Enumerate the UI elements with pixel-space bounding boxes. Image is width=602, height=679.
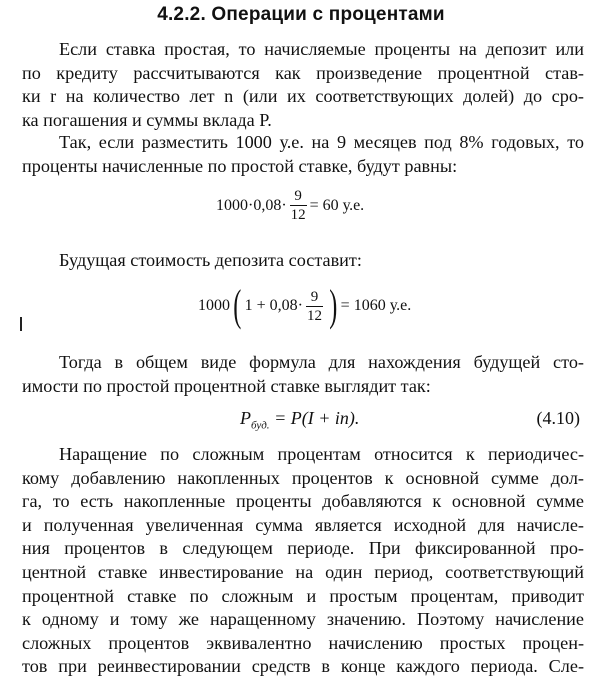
formula-right: = 60 у.е. — [309, 196, 365, 214]
paragraph-example — [22, 131, 584, 178]
text-line: имости по простой процентной ставке выглядит так: — [22, 375, 431, 396]
fraction-numerator: 9 — [294, 188, 302, 204]
text-line: по кредиту рассчитываются как произведение процентной став- — [22, 62, 584, 83]
text-line: ния процентов в следующем периоде. При фиксированной про- — [22, 538, 584, 559]
text-line: ки r на количество лет n (или их соответствующих долей) до сро- — [22, 86, 584, 107]
close-paren: ) — [329, 281, 338, 330]
text-line: центной ставке инвестирование на один период, соответствующий — [22, 561, 584, 582]
section-heading: 4.2.2. Операции с процентами — [157, 4, 445, 25]
text-line: Тогда в общем виде формула для нахождения будущей сто- — [59, 352, 584, 372]
paragraph-simple-rate — [22, 38, 584, 132]
text-line: тов при реинвестировании средств в конце каждого периода. Сле- — [22, 656, 584, 677]
fraction — [306, 289, 323, 324]
text-line: сложных процентов эквивалентно начислению простых процен- — [22, 632, 584, 653]
fraction-denominator: 12 — [290, 207, 306, 223]
equation-number: (4.10) — [536, 408, 580, 428]
fraction — [290, 188, 307, 223]
formula-future-value — [198, 281, 412, 330]
formula-rhs: = P(I + in). — [269, 408, 360, 428]
formula-left: 1000·0,08· — [216, 196, 287, 214]
text-line: к одному и тому же наращенному значению. Поэтому начисление — [22, 609, 584, 630]
text-line: проценты начисленные по простой ставке, будут равны: — [22, 155, 458, 176]
formula-inner: 1 + 0,08· — [244, 297, 304, 314]
text-line: процентной ставке по сложным и простым процентам, приводит — [22, 585, 584, 606]
formula-left: 1000 — [198, 297, 230, 314]
text-line: Если ставка простая, то начисляемые проценты на депозит или — [59, 39, 584, 59]
paragraph-future-value — [22, 249, 584, 273]
formula-interest — [216, 188, 364, 223]
text-line: и полученная увеличенная сумма является исходной для начисле- — [22, 514, 584, 535]
formula-general — [22, 408, 584, 432]
open-paren: ( — [233, 281, 242, 330]
fraction-denominator: 12 — [307, 307, 323, 324]
fraction-numerator: 9 — [310, 288, 319, 305]
paragraph-compound — [22, 443, 584, 679]
formula-right: = 1060 у.е. — [340, 297, 412, 314]
paragraph-general-formula — [22, 351, 584, 398]
text-line: кому добавлению накопленных процентов к основной сумме дол- — [22, 467, 584, 488]
margin-mark — [20, 317, 22, 331]
formula-expression — [240, 408, 359, 432]
text-line: Так, если разместить 1000 у.е. на 9 месяцев под 8% годовых, то — [59, 132, 584, 152]
formula-lhs: P — [240, 408, 251, 428]
text-line: га, то есть накопленные проценты добавляются к основной сумме — [22, 491, 584, 512]
text-line: ка погашения и суммы вклада P. — [22, 109, 272, 130]
text-line: Наращение по сложным процентам относится к периодичес- — [59, 444, 584, 464]
text-line: Будущая стоимость депозита составит: — [59, 250, 362, 270]
formula-lhs-subscript: буд. — [251, 419, 270, 432]
